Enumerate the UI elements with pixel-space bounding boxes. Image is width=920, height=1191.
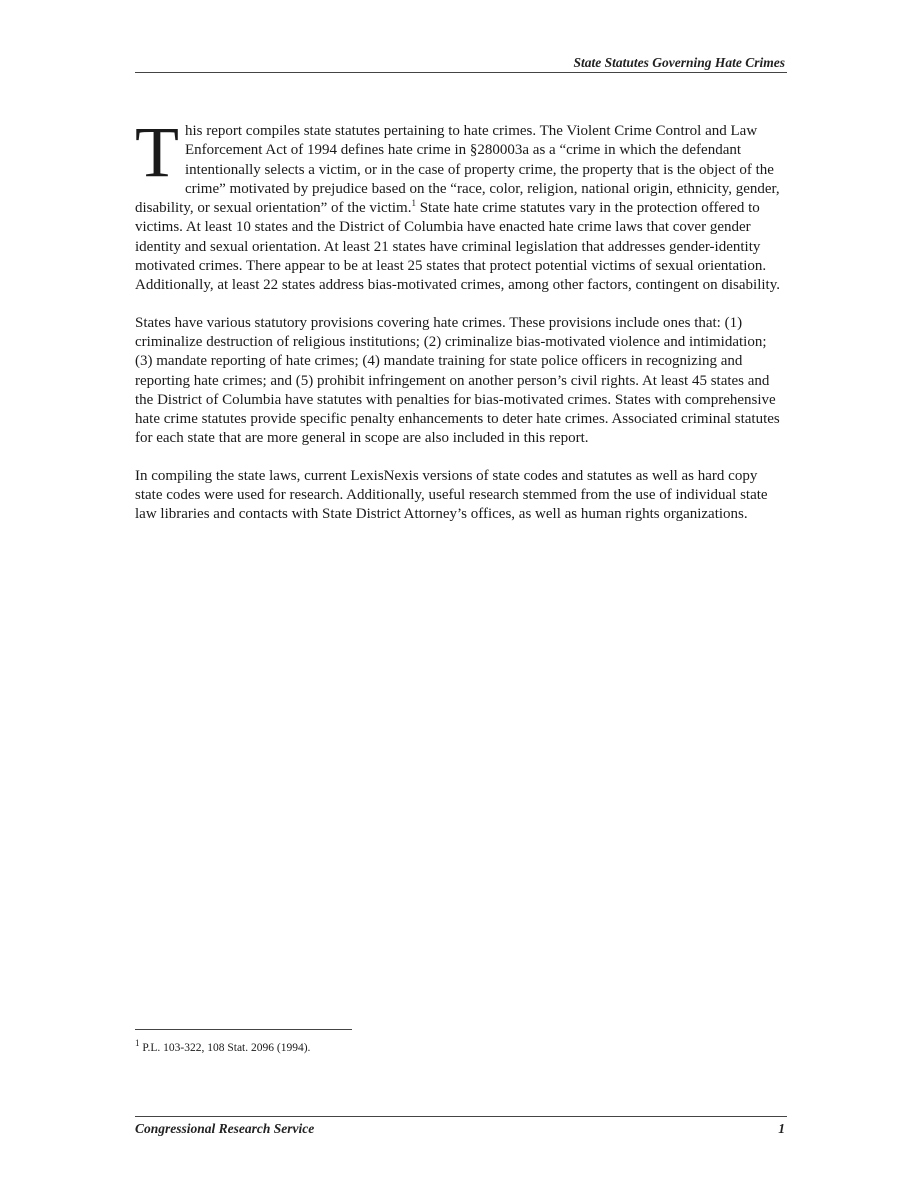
header-rule (135, 72, 787, 73)
footnote (135, 1038, 311, 1054)
drop-cap: T (135, 112, 179, 192)
footer-organization: Congressional Research Service (135, 1121, 315, 1136)
page-number: 1 (778, 1121, 785, 1136)
footnote-text: P.L. 103-322, 108 Stat. 2096 (1994). (139, 1042, 311, 1054)
running-header-title: State Statutes Governing Hate Crimes (573, 55, 785, 70)
paragraph-1 (135, 112, 787, 296)
paragraph-2: States have various statutory provisions covering hate crimes. These provisions include ones that: (1) criminalize destruction of religious institutions; (2) criminalize bias-motivated violence and intimidation; (3) mandate reporting of hate crimes; (4) mandate training for state police officers in recognizing and reporting hate crimes; and (5) prohibit infringement on another person’s civil rights. At least 45 states and the District of Columbia have statutes with penalties for bias-motivated crimes. States with comprehensive hate crime statutes provide specific penalty enhancements to deter hate crimes. Associated criminal statutes for each state that are more general in scope are also included in this report. (135, 314, 780, 447)
footnote-reference[interactable]: 1 (411, 198, 416, 209)
paragraph-1-rest: State hate crime statutes vary in the protection offered to victims. At least 10 states and the District of Columbia have enacted hate crime laws that cover gender identity and sexual orientation. At least 21 states have criminal legislation that addresses gender-identity motivated crimes. There appear to be at least 25 states that protect potential victims of sexual orientation. Additionally, at least 22 states address bias-motivated crimes, among other factors, contingent on disability. (135, 200, 780, 294)
paragraph-3: In compiling the state laws, current LexisNexis versions of state codes and statutes as well as hard copy state codes were used for research. Additionally, useful research stemmed from the use of individual state law libraries and contacts with State District Attorney’s offices, as well as human rights organizations. (135, 467, 768, 523)
body-text (135, 112, 787, 543)
paragraph-1-text: his report compiles state statutes pertaining to hate crimes. The Violent Crime Control and Law Enforcement Act of 1994 defines hate crime in §280003a as a “crime in which the defendant intentionally selects a victim, or in the case of property crime, the property that is the object of the crime” motivated by prejudice based on the “race, color, religion, national origin, ethnicity, gender, disability, or sexual orientation” of the victim. (135, 123, 780, 217)
footnote-number: 1 (135, 1038, 140, 1049)
footnote-rule (135, 1029, 352, 1030)
footer-rule (135, 1116, 787, 1117)
